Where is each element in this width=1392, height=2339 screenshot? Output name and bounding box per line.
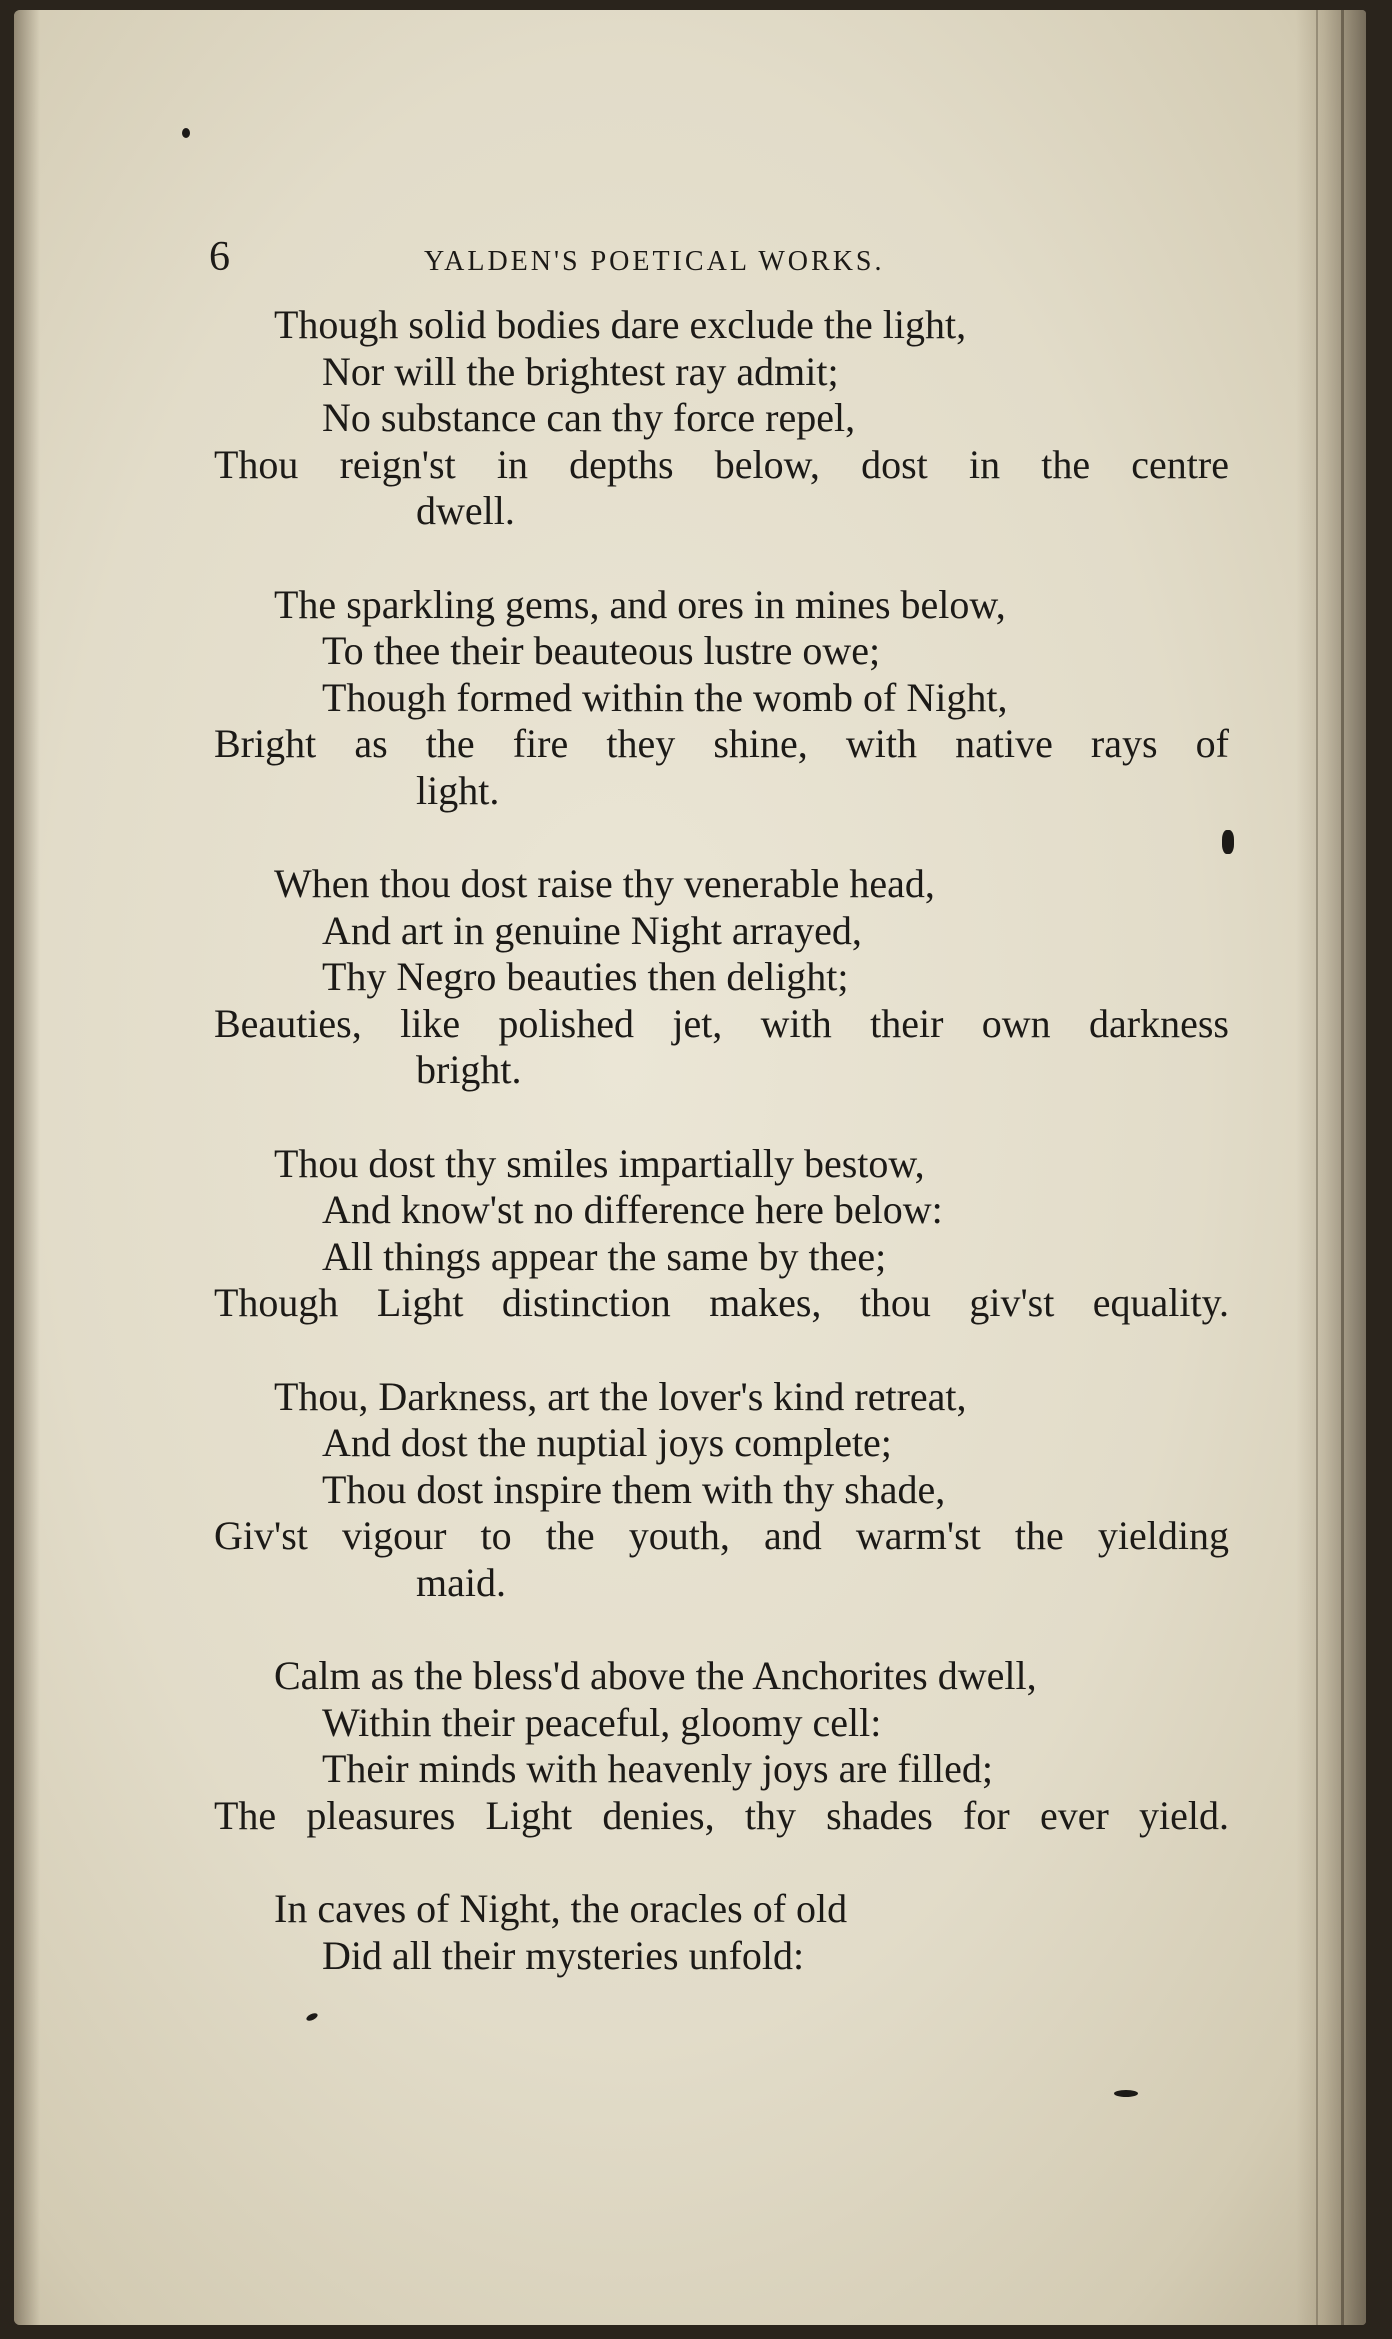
page-edge-line [1341,10,1344,2325]
poem-line: Bright as the fire they shine, with native rays of [214,721,1229,766]
poem-line: Did all their mysteries unfold: [322,1932,805,1978]
poem-line-turnover: bright. [416,1047,522,1092]
stanza [214,302,1244,535]
stanza [214,582,1244,815]
poem-line-turnover: dwell. [416,488,515,533]
stanza [214,1374,1244,1607]
page-number: 6 [209,234,230,280]
poem-line: Thou dost inspire them with thy shade, [322,1466,946,1512]
ink-spot [182,128,190,138]
poem-line: Thou reign'st in depths below, dost in the centre [214,441,1229,487]
poem-line: Nor will the brightest ray admit; [322,348,839,394]
poem-line: All things appear the same by thee; [322,1233,887,1279]
poem-line: To thee their beauteous lustre owe; [322,628,881,673]
poem-line: Thy Negro beauties then delight; [322,954,849,999]
poem-line: Thou, Darkness, art the lover's kind retreat, [274,1373,967,1419]
poem-line: And art in genuine Night arrayed, [322,907,862,953]
poem-line: And dost the nuptial joys complete; [322,1420,892,1465]
book-page [14,10,1366,2325]
ink-spot [1114,2090,1138,2097]
poem-line: Though formed within the womb of Night, [322,674,1008,720]
poem-line: Within their peaceful, gloomy cell: [322,1699,882,1745]
stanza [214,1886,1244,1979]
stanza [214,1141,1244,1327]
poem-line: Though Light distinction makes, thou giv'st equality. [214,1280,1229,1325]
poem-line: Thou dost thy smiles impartially bestow, [274,1140,925,1186]
stanza [214,861,1244,1094]
poem-body [214,302,1244,2026]
poem-line: Their minds with heavenly joys are filled; [322,1746,993,1791]
poem-line: The pleasures Light denies, thy shades for ever yield. [214,1792,1229,1838]
poem-line: Beauties, like polished jet, with their own darkness [214,1000,1229,1046]
poem-line: And know'st no difference here below: [322,1187,943,1232]
poem-line: No substance can thy force repel, [322,395,856,440]
poem-line-turnover: maid. [416,1559,506,1605]
poem-line-turnover: light. [416,767,500,813]
stanza [214,1653,1244,1839]
poem-line: When thou dost raise thy venerable head, [274,861,935,906]
poem-line: In caves of Night, the oracles of old [274,1886,848,1931]
poem-line: Calm as the bless'd above the Anchorites dwell, [274,1653,1037,1698]
ink-spot [1222,830,1234,854]
page-edge [1296,10,1366,2325]
page-edge-line [1316,10,1318,2325]
poem-line: Though solid bodies dare exclude the light, [274,302,967,347]
running-title: YALDEN'S POETICAL WORKS. [424,246,885,277]
gutter-shadow [14,10,40,2325]
poem-line: The sparkling gems, and ores in mines below, [274,581,1006,627]
poem-line: Giv'st vigour to the youth, and warm'st the yielding [214,1513,1229,1558]
